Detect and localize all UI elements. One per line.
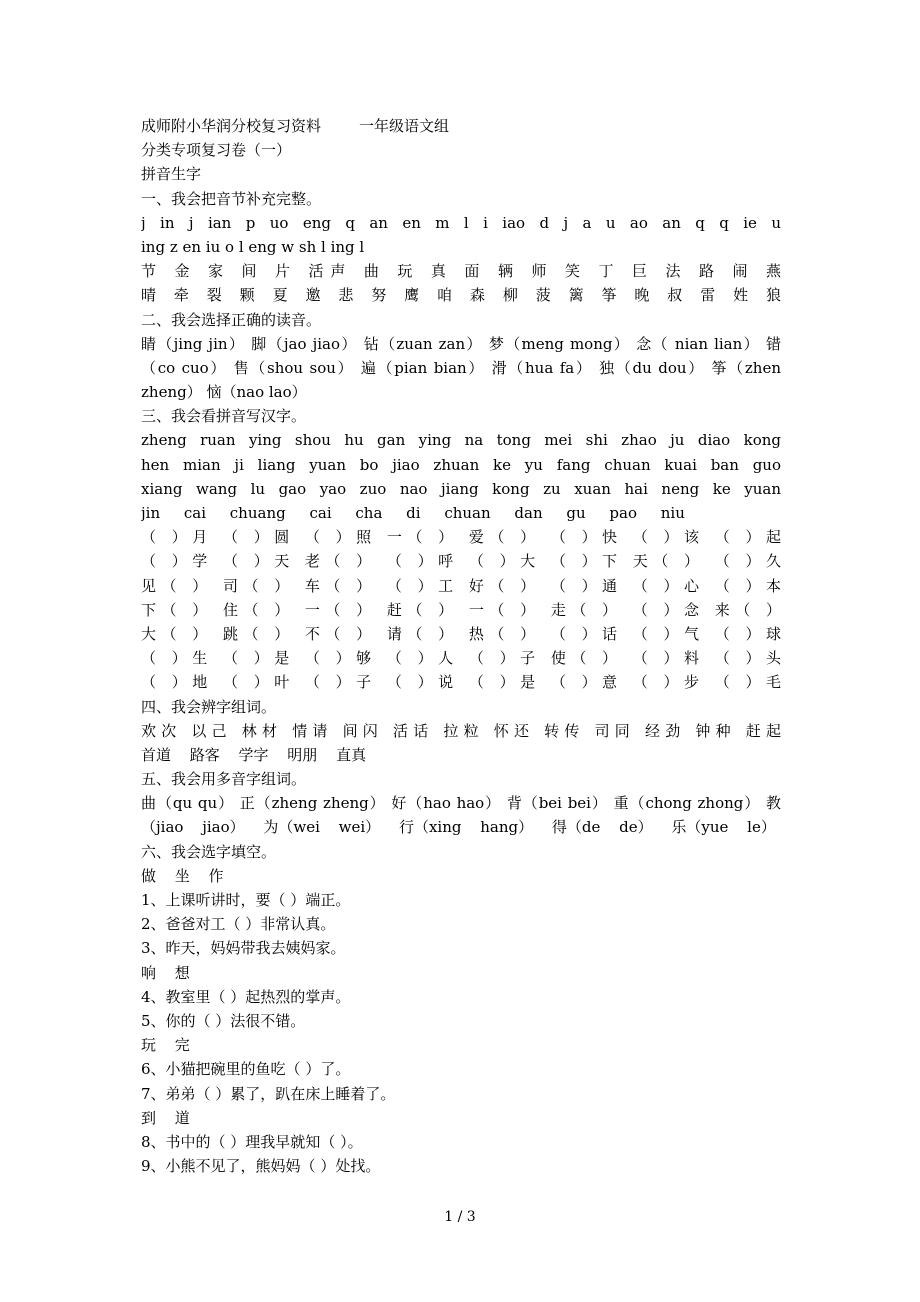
question-line: 5、你的（ ）法很不错。: [141, 1011, 306, 1030]
section-title: 一、我会把音节补充完整。: [141, 189, 322, 208]
subtitle: 分类专项复习卷（一）: [141, 141, 292, 160]
fill-blank-line: （ ）地 （ ）叶 （ ）子 （ ）说 （ ）是 （ ）意 （ ）步 （ ）毛: [141, 673, 781, 692]
reading-choice-line: 睛（jing jin） 脚（jao jiao） 钻（zuan zan） 梦（meng mong） 念（ nian lian） 错: [141, 334, 781, 353]
choice-options: 到 道: [141, 1108, 190, 1127]
section-title: 五、我会用多音字组词。: [141, 770, 307, 789]
fill-blank-line: 见（ ） 司（ ） 车（ ） （ ）工 好（ ） （ ）通 （ ）心 （ ）本: [141, 576, 781, 595]
pinyin-line: xiang wang lu gao yao zuo nao jiang kong zu xuan hai neng ke yuan: [141, 479, 781, 498]
question-line: 7、弟弟（ ）累了，趴在床上睡着了。: [141, 1084, 396, 1103]
section-title: 四、我会辨字组词。: [141, 697, 277, 716]
choice-options: 响 想: [141, 963, 190, 982]
header-line: [141, 114, 781, 138]
fill-blank-line: （ ）生 （ ）是 （ ）够 （ ）人 （ ）子 使（ ） （ ）料 （ ）头: [141, 649, 781, 668]
section-title: 二、我会选择正确的读音。: [141, 310, 322, 329]
section-title: 六、我会选字填空。: [141, 842, 277, 861]
choice-options: 玩 完: [141, 1036, 190, 1055]
pinyin-line: hen mian ji liang yuan bo jiao zhuan ke yu fang chuan kuai ban guo: [141, 455, 781, 474]
reading-choice-line: zheng） 恼（nao lao）: [141, 383, 307, 402]
page-number: 1 / 3: [444, 1209, 476, 1225]
polyphone-line: （jiao jiao） 为（wei wei） 行（xing hang） 得（de de） 乐（yue le）: [141, 818, 776, 837]
section-title: 三、我会看拼音写汉字。: [141, 407, 307, 426]
document-body: [141, 114, 781, 1178]
question-line: 2、爸爸对工（ ）非常认真。: [141, 915, 336, 934]
character-line: 晴 牵 裂 颗 夏 邀 悲 努 鹰 咱 森 柳 菠 篱 筝 晚 叔 雷 姓 狼: [141, 286, 781, 305]
question-line: 6、小猫把碗里的鱼吃（ ）了。: [141, 1060, 351, 1079]
word-pair-line: 欢次 以己 林材 情请 间闪 活话 拉粒 怀还 转传 司同 经劲 钟种 赶起: [141, 721, 781, 740]
word-pair-line: 首道 路客 学字 明朋 直真: [141, 745, 367, 764]
question-line: 9、小熊不见了，熊妈妈（ ）处找。: [141, 1157, 381, 1176]
syllable-line: ing z en iu o l eng w sh l ing l: [141, 237, 365, 256]
question-line: 1、上课听讲时，要（ ）端正。: [141, 891, 351, 909]
topic-title: 拼音生字: [141, 165, 202, 184]
question-line: 3、昨天，妈妈带我去姨妈家。: [141, 939, 346, 958]
syllable-line: j in j ian p uo eng q an en m l i iao d j a u ao an q q ie u: [141, 213, 781, 232]
pinyin-line: zheng ruan ying shou hu gan ying na tong mei shi zhao ju diao kong: [141, 431, 781, 450]
question-line: 8、书中的（ ）理我早就知（ ）。: [141, 1132, 363, 1151]
group-name: 一年级语文组: [359, 117, 450, 135]
fill-blank-line: 大（ ） 跳（ ） 不（ ） 请（ ） 热（ ） （ ）话 （ ）气 （ ）球: [141, 624, 781, 643]
fill-blank-line: （ ）月 （ ）圆 （ ）照 一（ ） 爱（ ） （ ）快 （ ）该 （ ）起: [141, 528, 781, 547]
polyphone-line: 曲（qu qu） 正（zheng zheng） 好（hao hao） 背（bei bei） 重（chong zhong） 教: [141, 794, 781, 813]
pinyin-line: jin cai chuang cai cha di chuan dan gu pao niu: [141, 504, 685, 522]
reading-choice-line: （co cuo） 售（shou sou） 遍（pian bian） 滑（hua fa） 独（du dou） 筝（zhen: [141, 358, 781, 377]
fill-blank-line: 下（ ） 住（ ） 一（ ） 赶（ ） 一（ ） 走（ ） （ ）念 来（ ）: [141, 600, 781, 619]
fill-blank-line: （ ）学 （ ）天 老（ ） （ ）呼 （ ）大 （ ）下 天（ ） （ ）久: [141, 552, 781, 571]
school-name: 成师附小华润分校复习资料: [141, 117, 322, 135]
choice-options: 做 坐 作: [141, 866, 224, 885]
question-line: 4、教室里（ ）起热烈的掌声。: [141, 987, 351, 1006]
character-line: 节 金 家 间 片 活声 曲 玩 真 面 辆 师 笑 丁 巨 法 路 闹 燕: [141, 262, 781, 281]
